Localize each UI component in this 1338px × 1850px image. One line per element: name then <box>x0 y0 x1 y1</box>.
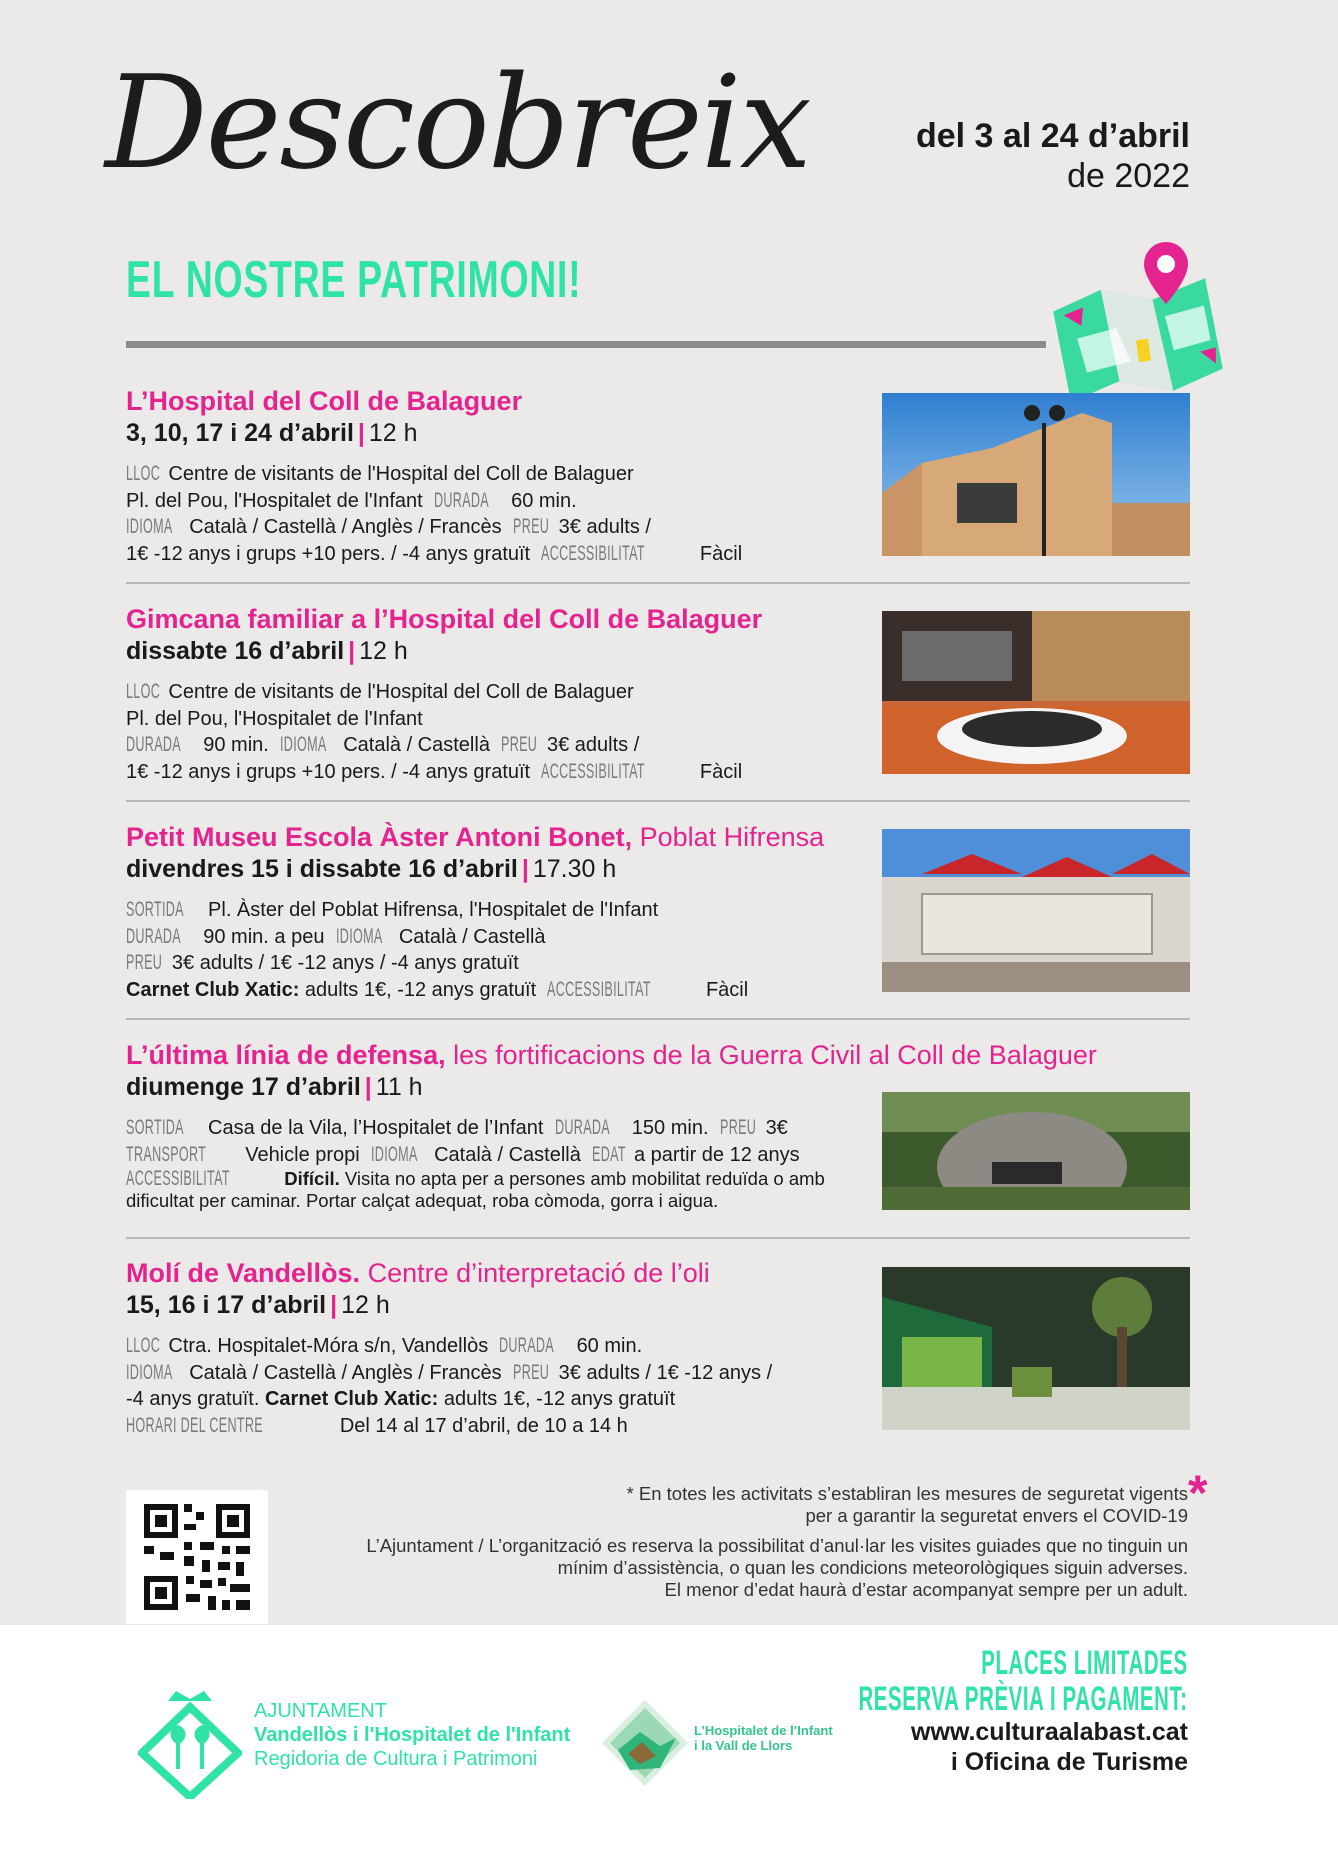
event-time: 17.30 h <box>532 855 617 883</box>
event-accessibilitat: Difícil. <box>284 1168 340 1189</box>
date-range <box>916 116 1190 196</box>
label-accessibilitat: ACCESSIBILITAT <box>541 541 646 565</box>
event-accessibilitat: Fàcil <box>699 760 743 783</box>
event-title-bold: Molí de Vandellòs. <box>126 1258 361 1288</box>
label-idioma: IDIOMA <box>370 1142 418 1166</box>
label-edat: EDAT <box>591 1142 626 1166</box>
event-idioma: Català / Castellà / Anglès / Francès <box>189 1361 502 1384</box>
event-date-text: divendres 15 i dissabte 16 d’abril <box>126 855 518 883</box>
label-preu: PREU <box>512 515 549 538</box>
event-date-text: 15, 16 i 17 d’abril <box>126 1291 327 1319</box>
event-title-bold: L’última línia de defensa, <box>126 1040 446 1070</box>
event-divider <box>126 1018 1190 1020</box>
event-preu2: -4 anys gratuït. <box>126 1388 260 1410</box>
event-durada: 60 min. <box>576 1335 643 1357</box>
event-accessibilitat: Fàcil <box>705 978 749 1001</box>
label-preu: PREU <box>512 1360 549 1384</box>
footer <box>0 1625 1338 1850</box>
label-lloc: LLOC <box>126 680 161 703</box>
tourist-office: i Oficina de Turisme <box>950 1748 1188 1776</box>
event-date: divendres 15 i dissabte 16 d’abril | 17.30 h <box>126 855 617 883</box>
label-durada: DURADA <box>554 1116 610 1139</box>
label-durada: DURADA <box>499 1334 555 1357</box>
event-preu2: 1€ -12 anys i grups +10 pers. / -4 anys gratuït <box>126 760 531 783</box>
event-note-line1: Visita no apta per a persones amb mobilitat reduïda o amb <box>339 1168 825 1189</box>
event-divider <box>126 800 1190 802</box>
event-sortida: Pl. Àster del Poblat Hifrensa, l'Hospitalet de l'Infant <box>208 899 659 921</box>
event-durada: 90 min. <box>203 734 269 756</box>
event-preu2: 1€ -12 anys i grups +10 pers. / -4 anys gratuït <box>126 542 531 565</box>
event-idioma: Català / Castellà <box>434 1143 581 1166</box>
event-petit-museu <box>126 821 1190 1003</box>
covid-note-line1: * En totes les activitats s’establiran les mesures de seguretat vigents <box>626 1483 1188 1504</box>
event-title-rest: les fortificacions de la Guerra Civil al Coll de Balaguer <box>445 1040 1097 1070</box>
event-carnet: adults 1€, -12 anys gratuït <box>299 978 537 1001</box>
ajuntament-crest-icon <box>138 1687 242 1799</box>
label-accessibilitat: ACCESSIBILITAT <box>547 977 652 1001</box>
event-preu: 3€ adults / 1€ -12 anys / -4 anys gratuït <box>171 952 519 974</box>
event-date-text: 3, 10, 17 i 24 d’abril <box>126 419 354 447</box>
label-accessibilitat: ACCESSIBILITAT <box>126 1167 230 1190</box>
event-photo-castle <box>882 393 1190 556</box>
places-limitades: PLACES LIMITADES <box>981 1644 1188 1682</box>
event-date-text: dissabte 16 d’abril <box>126 637 345 665</box>
label-horari: HORARI DEL CENTRE <box>126 1413 263 1437</box>
covid-note-line2: per a garantir la seguretat envers el COVID-19 <box>805 1505 1188 1526</box>
label-idioma: IDIOMA <box>279 733 327 756</box>
event-photo-school-building <box>882 829 1190 992</box>
label-sortida: SORTIDA <box>126 898 184 921</box>
label-preu: PREU <box>719 1116 756 1139</box>
hospitalet-line1: L’Hospitalet de l’Infant <box>694 1723 833 1738</box>
event-horari: Del 14 al 17 d’abril, de 10 a 14 h <box>339 1414 628 1437</box>
cancel-note-line3: El menor d’edat haurà d’estar acompanyat sempre per un adult. <box>664 1579 1188 1600</box>
map-pin-icon <box>1048 240 1230 400</box>
event-durada: 90 min. a peu <box>203 925 325 948</box>
qr-code-icon <box>126 1490 268 1624</box>
ajuntament-line3: Regidoria de Cultura i Patrimoni <box>254 1748 538 1770</box>
booking-info <box>639 1645 1188 1777</box>
event-note-line2: dificultat per caminar. Portar calçat adequat, roba còmoda, gorra i aigua. <box>126 1190 719 1211</box>
event-title-bold: L’Hospital del Coll de Balaguer <box>126 386 523 416</box>
event-title <box>126 1039 1190 1071</box>
cancel-note <box>366 1535 1188 1601</box>
poster-subtitle: EL NOSTRE PATRIMONI! <box>126 251 582 309</box>
date-range-line1: del 3 al 24 d’abril <box>915 117 1190 155</box>
event-ultima-linia <box>126 1039 1190 1212</box>
covid-note <box>627 1483 1188 1527</box>
event-moli-vandellos <box>126 1257 1190 1439</box>
ajuntament-line1: AJUNTAMENT <box>254 1700 387 1722</box>
event-date: 3, 10, 17 i 24 d’abril | 12 h <box>126 419 418 447</box>
event-durada: 60 min. <box>511 489 577 512</box>
ajuntament-name <box>254 1699 570 1771</box>
event-time: 12 h <box>359 637 408 665</box>
event-photo-museum-interior <box>882 611 1190 774</box>
event-address: Pl. del Pou, l'Hospitalet de l'Infant <box>126 489 423 512</box>
event-photo-bunker <box>882 1092 1190 1210</box>
label-durada: DURADA <box>126 924 182 948</box>
event-edat: a partir de 12 anys <box>633 1143 800 1166</box>
event-date: diumenge 17 d’abril | 11 h <box>126 1073 423 1101</box>
asterisk-mark: * <box>1188 1465 1208 1521</box>
date-range-line2: de 2022 <box>1067 157 1190 195</box>
label-idioma: IDIOMA <box>126 1360 173 1384</box>
event-carnet: adults 1€, -12 anys gratuït <box>438 1388 676 1410</box>
poster-title: Descobreix <box>105 49 810 198</box>
label-transport: TRANSPORT <box>126 1142 207 1166</box>
event-accessibilitat: Fàcil <box>699 542 743 565</box>
cancel-note-line1: L’Ajuntament / L’organització es reserva la possibilitat d’anul·lar les visites guiades que no tinguin un <box>366 1535 1188 1556</box>
event-address: Pl. del Pou, l'Hospitalet de l'Infant <box>126 707 423 730</box>
label-preu: PREU <box>501 733 538 756</box>
event-divider <box>126 582 1190 584</box>
event-preu: 3€ adults / <box>558 516 651 538</box>
event-photo-oil-mill <box>882 1267 1190 1430</box>
header-rule <box>126 341 1046 348</box>
event-divider <box>126 1237 1190 1239</box>
event-carnet-label: Carnet Club Xatic: <box>264 1388 439 1410</box>
event-time: 12 h <box>368 419 418 447</box>
label-idioma: IDIOMA <box>126 515 173 538</box>
ajuntament-line2: Vandellòs i l'Hospitalet de l'Infant <box>254 1724 571 1746</box>
event-preu: 3€ adults / 1€ -12 anys / <box>558 1361 773 1384</box>
label-durada: DURADA <box>126 733 182 756</box>
event-lloc: Centre de visitants de l'Hospital del Coll de Balaguer <box>168 681 634 703</box>
event-idioma: Català / Castellà <box>343 734 490 756</box>
event-hospital-coll <box>126 385 1190 567</box>
event-title-bold: Gimcana familiar a l’Hospital del Coll de Balaguer <box>126 604 763 634</box>
event-lloc: Centre de visitants de l'Hospital del Coll de Balaguer <box>168 463 634 485</box>
reserva-previa: RESERVA PRÈVIA I PAGAMENT: <box>858 1680 1188 1718</box>
event-transport: Vehicle propi <box>245 1143 360 1166</box>
event-lloc: Ctra. Hospitalet-Móra s/n, Vandellòs <box>168 1335 489 1357</box>
event-title-rest: Centre d’interpretació de l’oli <box>360 1258 710 1288</box>
label-durada: DURADA <box>433 488 489 512</box>
hospitalet-line2: i la Vall de Llors <box>694 1738 793 1753</box>
label-accessibilitat: ACCESSIBILITAT <box>541 759 646 783</box>
event-preu: 3€ <box>765 1117 788 1139</box>
label-sortida: SORTIDA <box>126 1116 184 1139</box>
event-time: 12 h <box>341 1291 390 1319</box>
label-idioma: IDIOMA <box>335 924 383 948</box>
label-lloc: LLOC <box>126 462 161 485</box>
label-preu: PREU <box>126 951 163 974</box>
event-idioma: Català / Castellà / Anglès / Francès <box>189 516 502 538</box>
cancel-note-line2: mínim d’assistència, o quan les condicions meteorològiques siguin adverses. <box>557 1557 1188 1578</box>
booking-website-link[interactable]: www.culturaalabast.cat <box>911 1718 1188 1746</box>
event-date: 15, 16 i 17 d’abril | 12 h <box>126 1291 390 1319</box>
label-lloc: LLOC <box>126 1334 161 1357</box>
event-title-bold: Petit Museu Escola Àster Antoni Bonet, <box>126 822 633 852</box>
event-gimcana <box>126 603 1190 785</box>
event-title-rest: Poblat Hifrensa <box>632 822 825 852</box>
event-idioma: Català / Castellà <box>398 925 546 948</box>
event-sortida: Casa de la Vila, l’Hospitalet de l’Infant <box>208 1117 544 1139</box>
event-carnet-label: Carnet Club Xatic: <box>126 978 300 1001</box>
event-durada: 150 min. <box>631 1117 709 1139</box>
event-preu: 3€ adults / <box>547 734 640 756</box>
event-date-text: diumenge 17 d’abril <box>126 1073 361 1101</box>
event-date: dissabte 16 d’abril | 12 h <box>126 637 408 665</box>
event-time: 11 h <box>375 1073 423 1101</box>
